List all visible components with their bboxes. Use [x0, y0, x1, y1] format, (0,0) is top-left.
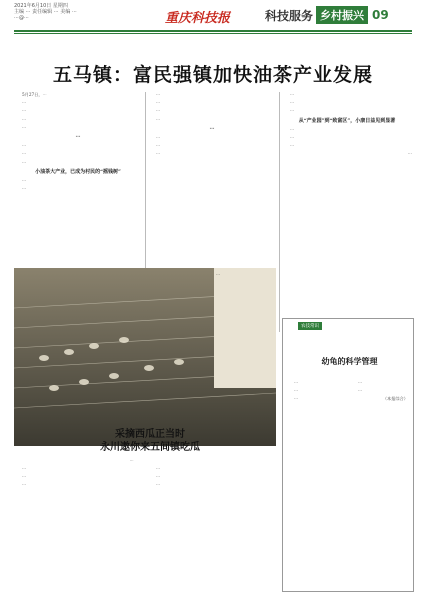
- paragraph: ⋯: [22, 116, 27, 122]
- section-subhead: ⋯: [209, 125, 215, 132]
- paragraph: ⋯: [156, 92, 161, 97]
- logo-text: 重庆科技报: [165, 11, 231, 26]
- tips-column-2: [350, 380, 408, 585]
- paragraph: ⋯: [22, 108, 27, 114]
- paragraph: ⋯: [22, 100, 27, 106]
- paragraph: ⋯: [290, 100, 295, 106]
- paragraph: ⋯: [156, 143, 161, 149]
- paragraph: ⋯: [290, 108, 295, 114]
- section-header: [265, 4, 389, 26]
- article-author: ⋯: [407, 151, 412, 157]
- paragraph: ⋯: [294, 380, 299, 385]
- masthead-date: 2021年6月10日 星期四: [14, 3, 68, 9]
- paragraph: ⋯: [156, 100, 161, 106]
- second-article-column-2: [148, 466, 276, 591]
- masthead-rule: [14, 30, 412, 32]
- section-subhead: ⋯: [75, 134, 81, 141]
- paragraph: ⋯: [156, 466, 161, 471]
- tips-header: [282, 356, 417, 376]
- paragraph: ⋯: [22, 124, 27, 130]
- tips-title: 幼龟的科学管理: [321, 356, 378, 366]
- paragraph: ⋯: [22, 482, 27, 488]
- paragraph: ⋯: [156, 135, 161, 141]
- photo-illustration: [14, 268, 276, 446]
- section-name: 科技服务: [265, 8, 314, 23]
- page-number: 09: [372, 8, 389, 22]
- section-subname: 乡村振兴: [316, 6, 368, 24]
- masthead-editors: 主编 ⋯ 责任编辑 ⋯ 美编 ⋯: [14, 9, 77, 15]
- paragraph: ⋯: [22, 151, 27, 157]
- paragraph: ⋯: [290, 143, 295, 149]
- masthead-email: ⋯@⋯: [14, 15, 29, 21]
- tips-tag: 农技常识: [298, 322, 322, 330]
- paragraph: ⋯: [22, 474, 27, 480]
- main-headline: 五马镇：富民强镇加快油茶产业发展: [52, 64, 373, 86]
- paragraph: ⋯: [22, 186, 27, 192]
- chicken-farm-photo: [14, 268, 276, 446]
- paragraph: ⋯: [290, 126, 295, 132]
- title-line-2: 永川遨你来五间镇吃瓜: [100, 442, 200, 453]
- paragraph: ⋯: [22, 159, 27, 165]
- paragraph: ⋯: [294, 396, 299, 402]
- second-article-title: [100, 428, 200, 454]
- newspaper-logo: [165, 7, 235, 27]
- photo-caption: ⋯: [216, 272, 220, 277]
- column-divider: [279, 92, 280, 332]
- second-article-column-1: [14, 466, 142, 591]
- paragraph: ⋯: [22, 178, 27, 184]
- section-subhead: 从“产业园”到“致富区”，小康日益见到显著: [298, 117, 396, 124]
- masthead-rule-thin: [14, 33, 412, 34]
- paragraph: ⋯: [156, 108, 161, 114]
- section-subhead: 小油茶大产业，已成为村民的“摇钱树”: [35, 168, 121, 175]
- paragraph: 5月27日，⋯: [22, 92, 47, 97]
- tips-column-1: [286, 380, 346, 585]
- paragraph: ⋯: [156, 151, 161, 157]
- article-column-3: [282, 92, 412, 312]
- paragraph: ⋯: [156, 116, 161, 122]
- paragraph: ⋯: [290, 92, 295, 97]
- masthead-meta: [14, 3, 77, 21]
- paragraph: ⋯: [156, 482, 161, 488]
- paragraph: ⋯: [290, 135, 295, 141]
- paragraph: ⋯: [358, 388, 363, 394]
- paragraph: ⋯: [156, 474, 161, 480]
- tips-source: （本报综合）: [382, 396, 408, 402]
- second-article-byline: ⋯: [130, 459, 134, 463]
- masthead: [0, 0, 425, 50]
- paragraph: ⋯: [294, 388, 299, 394]
- paragraph: ⋯: [22, 143, 27, 149]
- paragraph: ⋯: [358, 380, 363, 385]
- title-line-1: 采摘西瓜正当时: [115, 429, 185, 440]
- paragraph: ⋯: [22, 466, 27, 471]
